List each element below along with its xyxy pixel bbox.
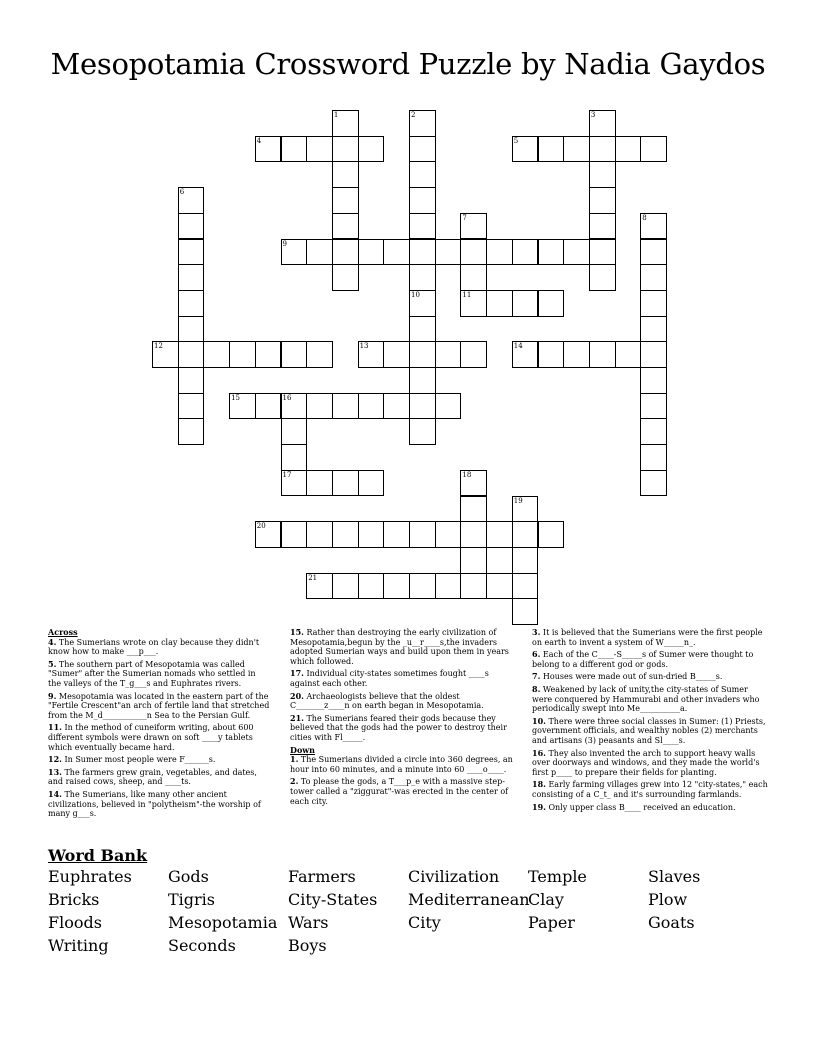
grid-cell[interactable]: [332, 393, 359, 420]
clue-text: It is believed that the Sumerians were the first people on earth to invent a system of W_____n_.: [532, 628, 763, 647]
clue-number: 8: [642, 213, 647, 222]
grid-cell[interactable]: [178, 418, 205, 445]
grid-cell[interactable]: [332, 213, 359, 240]
word-bank-item: Mesopotamia: [168, 913, 278, 932]
clue-number: 6.: [532, 649, 541, 660]
grid-cell[interactable]: [512, 496, 539, 523]
word-bank-item: Goats: [648, 913, 695, 932]
down-clue: [532, 717, 770, 746]
grid-cell[interactable]: [512, 341, 539, 368]
clue-number: 4.: [48, 636, 57, 647]
grid-cell[interactable]: [383, 239, 410, 266]
grid-cell[interactable]: [640, 213, 667, 240]
clues-column-2: [290, 628, 520, 809]
clue-text: Only upper class B____ received an education.: [545, 802, 736, 812]
grid-cell[interactable]: [615, 341, 642, 368]
grid-cell[interactable]: [178, 213, 205, 240]
grid-cell[interactable]: [409, 136, 436, 163]
across-clue: [290, 692, 520, 711]
grid-cell[interactable]: [589, 187, 616, 214]
grid-cell[interactable]: [152, 341, 179, 368]
grid-cell[interactable]: [332, 110, 359, 137]
grid-cell[interactable]: [383, 521, 410, 548]
grid-cell[interactable]: [538, 521, 565, 548]
clue-number: 20.: [290, 690, 304, 701]
clue-number: 8.: [532, 683, 541, 694]
grid-cell[interactable]: [640, 444, 667, 471]
across-clue: [290, 714, 520, 743]
grid-cell[interactable]: [281, 418, 308, 445]
clue-number: 1.: [290, 754, 299, 765]
clue-text: Rather than destroying the early civilization of Mesopotamia,begun by the _u__r____s,the invaders adopted Sumerian ways and build upon them in years which followed.: [290, 628, 509, 666]
down-clue: [290, 755, 520, 774]
word-bank-item: Bricks: [48, 890, 100, 909]
grid-cell[interactable]: [640, 136, 667, 163]
word-bank-item: City: [408, 913, 441, 932]
clue-number: 12.: [48, 754, 62, 765]
grid-cell[interactable]: [640, 341, 667, 368]
grid-cell[interactable]: [306, 341, 333, 368]
clue-text: The Sumerians, like many other ancient civilizations, believed in "polytheism"-the worship of many g___s.: [48, 789, 261, 819]
grid-cell[interactable]: [640, 393, 667, 420]
clue-number: 19.: [532, 801, 546, 812]
grid-cell[interactable]: [383, 393, 410, 420]
clue-number: 10: [411, 290, 420, 299]
grid-cell[interactable]: [178, 264, 205, 291]
clue-number: 16.: [532, 747, 546, 758]
grid-cell[interactable]: [178, 290, 205, 317]
grid-cell[interactable]: [383, 573, 410, 600]
grid-cell[interactable]: [512, 573, 539, 600]
clues-column-3: [532, 628, 770, 815]
grid-cell[interactable]: [229, 341, 256, 368]
grid-cell[interactable]: [178, 316, 205, 343]
clue-text: They also invented the arch to support heavy walls over doorways and windows, and they made the world's first p____ to prepare their fields for planting.: [532, 748, 760, 777]
word-bank-item: Euphrates: [48, 867, 132, 886]
word-bank-title: Word Bank: [48, 846, 148, 865]
grid-cell[interactable]: [589, 264, 616, 291]
grid-cell[interactable]: [640, 290, 667, 317]
clue-number: 4: [256, 136, 262, 145]
grid-cell[interactable]: [409, 187, 436, 214]
grid-cell[interactable]: [306, 521, 333, 548]
across-clue: [48, 723, 270, 752]
grid-cell[interactable]: [281, 521, 308, 548]
word-bank-item: Floods: [48, 913, 102, 932]
word-bank-item: Tigris: [168, 890, 216, 909]
down-heading: Down: [290, 744, 315, 755]
grid-cell[interactable]: [409, 161, 436, 188]
grid-cell[interactable]: [640, 418, 667, 445]
grid-cell[interactable]: [306, 239, 333, 266]
clue-text: Houses were made out of sun-dried B_____s.: [540, 672, 723, 682]
grid-cell[interactable]: [281, 239, 308, 266]
grid-cell[interactable]: [589, 136, 616, 163]
grid-cell[interactable]: [332, 161, 359, 188]
grid-cell[interactable]: [512, 239, 539, 266]
grid-cell[interactable]: [358, 341, 385, 368]
grid-cell[interactable]: [538, 341, 565, 368]
clue-number: 5: [513, 136, 519, 145]
clue-text: Weakened by lack of unity,the city-states of Sumer were conquered by Hammurabi and other invaders who periodically swept into Me__________a.: [532, 684, 760, 714]
down-clue: [532, 780, 770, 799]
down-clue-list: [290, 755, 520, 806]
clue-text: Each of the C____-S_____s of Sumer were thought to belong to a different god or gods.: [532, 650, 754, 669]
clue-text: The farmers grew grain, vegetables, and dates, and raised cows, sheep, and ____ts.: [48, 767, 257, 787]
word-bank-item: Wars: [288, 913, 329, 932]
down-clue: [532, 685, 770, 714]
grid-cell[interactable]: [409, 213, 436, 240]
down-clue: [532, 803, 770, 813]
clue-text: Mesopotamia was located in the eastern part of the "Fertile Crescent"an arch of fertile land that stretched from the M_d___________n Sea to the Persian Gulf.: [48, 691, 270, 720]
clue-text: To please the gods, a T___p_e with a massive step-tower called a "ziggurat"-was erected in the center of each city.: [290, 777, 509, 806]
grid-cell[interactable]: [460, 290, 487, 317]
grid-cell[interactable]: [332, 573, 359, 600]
grid-cell[interactable]: [640, 367, 667, 394]
grid-cell[interactable]: [281, 393, 308, 420]
clue-number: 13: [359, 342, 369, 351]
clue-text: Archaeologists believe that the oldest C_______z____n on earth began in Mesopotamia.: [290, 691, 484, 711]
grid-cell[interactable]: [512, 136, 539, 163]
grid-cell[interactable]: [435, 521, 462, 548]
clue-number: 6: [179, 188, 185, 197]
grid-cell[interactable]: [306, 573, 333, 600]
clue-number: 2.: [290, 776, 299, 787]
grid-cell[interactable]: [460, 213, 487, 240]
word-bank-item: Gods: [168, 867, 209, 886]
clue-number: 19: [513, 496, 523, 505]
grid-cell[interactable]: [538, 136, 565, 163]
across-clue-list: [48, 638, 270, 819]
across-heading: Across: [48, 627, 78, 637]
grid-cell[interactable]: [409, 290, 436, 317]
grid-cell[interactable]: [358, 573, 385, 600]
grid-cell[interactable]: [538, 290, 565, 317]
clue-number: 7.: [532, 671, 541, 682]
down-clue: [290, 777, 520, 806]
grid-cell[interactable]: [615, 136, 642, 163]
grid-cell[interactable]: [460, 573, 487, 600]
grid-cell[interactable]: [460, 341, 487, 368]
across-clue: [48, 660, 270, 689]
across-clue: [48, 692, 270, 721]
grid-cell[interactable]: [409, 341, 436, 368]
grid-cell[interactable]: [640, 316, 667, 343]
word-bank-item: Mediterranean: [408, 890, 530, 909]
grid-cell[interactable]: [178, 393, 205, 420]
clue-number: 20: [256, 522, 266, 531]
grid-cell[interactable]: [460, 521, 487, 548]
grid-cell[interactable]: [486, 573, 513, 600]
grid-cell[interactable]: [563, 239, 590, 266]
grid-cell[interactable]: [332, 521, 359, 548]
clue-number: 18.: [532, 779, 546, 790]
grid-cell[interactable]: [358, 521, 385, 548]
grid-cell[interactable]: [306, 393, 333, 420]
clue-number: 17: [282, 470, 292, 479]
grid-cell[interactable]: [281, 341, 308, 368]
grid-cell[interactable]: [409, 521, 436, 548]
word-bank-item: Civilization: [408, 867, 500, 886]
clue-number: 11.: [48, 722, 62, 733]
word-bank-item: Temple: [528, 867, 587, 886]
clue-number: 3: [590, 111, 596, 119]
grid-cell[interactable]: [460, 496, 487, 523]
across-clue: [48, 638, 270, 657]
grid-cell[interactable]: [512, 521, 539, 548]
word-bank-item: Paper: [528, 913, 575, 932]
grid-cell[interactable]: [178, 187, 205, 214]
grid-cell[interactable]: [563, 341, 590, 368]
page-title: Mesopotamia Crossword Puzzle by Nadia Gaydos: [50, 47, 766, 81]
grid-cell[interactable]: [486, 290, 513, 317]
across-clue: [290, 628, 520, 666]
clue-number: 16: [282, 393, 292, 402]
grid-cell[interactable]: [435, 573, 462, 600]
grid-cell[interactable]: [255, 393, 282, 420]
across-clue: [48, 755, 270, 765]
down-clue: [532, 749, 770, 778]
grid-cell[interactable]: [589, 161, 616, 188]
grid-cell[interactable]: [358, 470, 385, 497]
grid-cell[interactable]: [409, 264, 436, 291]
grid-cell[interactable]: [640, 264, 667, 291]
grid-cell[interactable]: [332, 136, 359, 163]
clue-number: 13.: [48, 766, 62, 777]
grid-cell[interactable]: [332, 187, 359, 214]
grid-cell[interactable]: [435, 239, 462, 266]
grid-cell[interactable]: [358, 239, 385, 266]
clue-number: 14: [513, 342, 523, 351]
grid-cell[interactable]: [486, 521, 513, 548]
grid-cell[interactable]: [255, 341, 282, 368]
grid-cell[interactable]: [306, 470, 333, 497]
word-bank-item: Clay: [528, 890, 564, 909]
grid-cell[interactable]: [460, 470, 487, 497]
clue-number: 3.: [532, 627, 541, 637]
clue-number: 2: [411, 111, 416, 119]
clue-number: 21: [308, 573, 318, 582]
grid-cell[interactable]: [589, 341, 616, 368]
down-clue: [532, 650, 770, 669]
grid-cell[interactable]: [281, 136, 308, 163]
grid-cell[interactable]: [640, 470, 667, 497]
grid-cell[interactable]: [409, 367, 436, 394]
word-bank-item: Boys: [288, 936, 327, 955]
grid-cell[interactable]: [178, 341, 205, 368]
clue-number: 9.: [48, 690, 57, 701]
word-bank-item: Farmers: [288, 867, 356, 886]
down-clue: [532, 628, 770, 647]
clue-text: In Sumer most people were F______s.: [61, 755, 216, 765]
grid-cell[interactable]: [409, 418, 436, 445]
word-bank-item: Writing: [48, 936, 109, 955]
grid-cell[interactable]: [281, 444, 308, 471]
grid-cell[interactable]: [589, 213, 616, 240]
grid-cell[interactable]: [203, 341, 230, 368]
grid-cell[interactable]: [512, 547, 539, 574]
grid-cell[interactable]: [255, 521, 282, 548]
word-bank-item: Slaves: [648, 867, 701, 886]
grid-cell[interactable]: [332, 239, 359, 266]
grid-cell[interactable]: [255, 136, 282, 163]
clue-number: 15: [231, 393, 241, 402]
clue-number: 11: [462, 290, 472, 299]
grid-cell[interactable]: [383, 341, 410, 368]
clue-number: 12: [154, 342, 163, 351]
grid-cell[interactable]: [512, 598, 539, 625]
clue-text: The Sumerians divided a circle into 360 degrees, an hour into 60 minutes, and a minute into 60 ____o____.: [290, 755, 513, 774]
across-clue: [290, 669, 520, 688]
grid-cell[interactable]: [460, 239, 487, 266]
grid-cell[interactable]: [435, 341, 462, 368]
clue-number: 14.: [48, 788, 62, 799]
word-bank-item: City-States: [288, 890, 378, 909]
clue-text: The southern part of Mesopotamia was called "Sumer" after the Sumerian nomads who settled in the valleys of the T_g___s and Euphrates rivers.: [48, 659, 256, 688]
clue-text: Individual city-states sometimes fought ____s against each other.: [290, 669, 489, 688]
clue-text: Early farming villages grew into 12 "city-states," each consisting of a C_t_ and it's surrounding farmlands.: [532, 780, 768, 799]
grid-cell[interactable]: [178, 239, 205, 266]
clue-text: The Sumerians wrote on clay because they didn't know how to make ___p___.: [48, 637, 260, 657]
down-clue: [532, 672, 770, 682]
clue-number: 7: [462, 213, 467, 222]
grid-cell[interactable]: [460, 547, 487, 574]
grid-cell[interactable]: [229, 393, 256, 420]
grid-cell[interactable]: [281, 470, 308, 497]
clue-number: 17.: [290, 668, 304, 679]
grid-cell[interactable]: [358, 393, 385, 420]
clue-number: 21.: [290, 712, 304, 723]
down-clue-list-continued: [532, 628, 770, 812]
word-bank-item: Seconds: [168, 936, 236, 955]
grid-cell[interactable]: [409, 316, 436, 343]
clue-number: 9: [282, 239, 287, 248]
clue-number: 1: [333, 111, 339, 119]
clue-number: 5.: [48, 658, 57, 669]
grid-cell[interactable]: [640, 239, 667, 266]
grid-cell[interactable]: [460, 264, 487, 291]
grid-cell[interactable]: [589, 239, 616, 266]
clue-text: In the method of cuneiform writing, about 600 different symbols were drawn on soft ____y tablets which eventually became hard.: [48, 723, 254, 752]
across-clue-list-continued: [290, 628, 520, 743]
grid-cell[interactable]: [538, 239, 565, 266]
grid-cell[interactable]: [409, 110, 436, 137]
word-bank-item: Plow: [648, 890, 688, 909]
clue-text: The Sumerians feared their gods because they believed that the gods had the power to destroy their cities with Fl_____.: [290, 713, 507, 742]
grid-cell[interactable]: [486, 239, 513, 266]
grid-cell[interactable]: [435, 393, 462, 420]
grid-cell[interactable]: [178, 367, 205, 394]
clues-column-1: [48, 628, 270, 822]
grid-cell[interactable]: [332, 470, 359, 497]
grid-cell[interactable]: [358, 136, 385, 163]
grid-cell[interactable]: [409, 573, 436, 600]
clue-number: 10.: [532, 715, 546, 726]
grid-cell[interactable]: [306, 136, 333, 163]
grid-cell[interactable]: [563, 136, 590, 163]
across-clue: [48, 768, 270, 787]
grid-cell[interactable]: [589, 110, 616, 137]
clue-number: 18: [462, 470, 472, 479]
grid-cell[interactable]: [332, 264, 359, 291]
clue-text: There were three social classes in Sumer: (1) Priests, government officials, and wealthy nobles (2) merchants and artisans (3) peasants and Sl____s.: [532, 716, 766, 745]
grid-cell[interactable]: [409, 393, 436, 420]
across-clue: [48, 790, 270, 819]
clue-number: 15.: [290, 627, 304, 637]
grid-cell[interactable]: [409, 239, 436, 266]
grid-cell[interactable]: [512, 290, 539, 317]
